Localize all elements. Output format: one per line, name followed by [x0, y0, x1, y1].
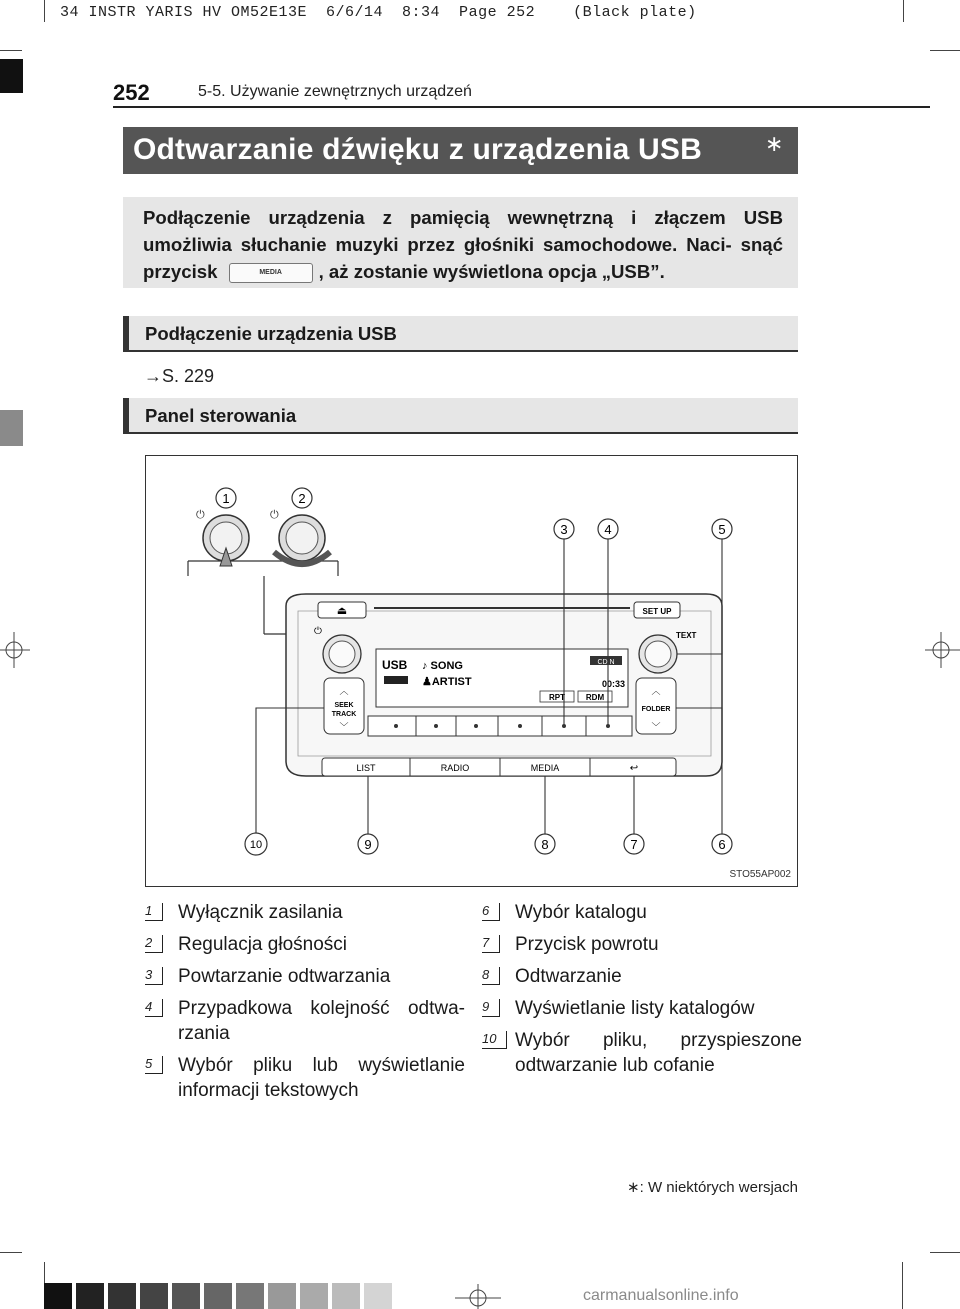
list-item: 6 Wybór katalogu: [482, 902, 647, 923]
callout-1: [216, 488, 236, 508]
page-reference: →S. 229: [144, 366, 215, 386]
section-title: Podłączenie urządzenia USB: [145, 323, 397, 344]
color-calibration-bar: [44, 1283, 392, 1309]
chapter-title: 5-5. Używanie zewnętrznych urządzeń: [198, 83, 472, 100]
page-number: 252: [113, 80, 150, 105]
section-title: Panel sterowania: [145, 405, 297, 426]
rdm-indicator: RDM: [585, 693, 605, 702]
callout-2: [292, 488, 312, 508]
text-label: TEXT: [676, 631, 697, 640]
intro-part1: Podłączenie urządzenia z pamięcią wewnętrzną i złączem USB umożliwia słuchanie muzyki przez głośniki samochodowe. Naci- snąć przycisk: [143, 207, 783, 282]
time-readout: 00:33: [602, 679, 626, 689]
legend-list-right: [482, 900, 802, 1085]
folder-label: FOLDER: [641, 706, 671, 713]
header-rule: [113, 106, 930, 108]
track-label: TRACK: [331, 711, 357, 718]
list-item: 4 Przypadkowa kolejność odtwa- rzania: [145, 998, 465, 1044]
svg-text:﹀: ﹀: [651, 722, 661, 732]
figure-code: STO55AP002: [729, 869, 791, 880]
crop-mark: [0, 50, 22, 51]
page-title: Odtwarzanie dźwięku z urządzenia USB: [133, 133, 702, 166]
svg-text:5: 5: [718, 522, 726, 537]
svg-text:2: 2: [298, 491, 306, 506]
chapter-tab-gray: [0, 410, 23, 446]
display-artist: ♟ARTIST: [422, 676, 472, 688]
callout-7: [624, 834, 644, 854]
svg-text:⏻: ⏻: [196, 509, 205, 521]
display-song: ♪ SONG: [422, 660, 463, 672]
list-item: 9 Wyświetlanie listy katalogów: [482, 998, 755, 1019]
volume-knob-inset: [270, 509, 330, 564]
list-item: 10 Wybór pliku, przyspieszone odtwarzanie lub cofanie: [482, 1030, 802, 1076]
list-button: LIST: [356, 763, 376, 773]
svg-text:8: 8: [541, 837, 549, 852]
callout-3: [554, 519, 574, 539]
eject-icon: ⏏: [336, 605, 348, 617]
control-panel-figure: [145, 455, 798, 887]
svg-text:7: 7: [630, 837, 638, 852]
watermark: carmanualsonline.info: [583, 1287, 739, 1304]
radio-button: RADIO: [440, 763, 470, 773]
title-footnote-star: ∗: [765, 131, 784, 156]
intro-text: [143, 204, 783, 285]
registration-mark-bottom: [455, 1284, 501, 1309]
setup-label: SET UP: [642, 607, 672, 616]
power-knob-inset: [196, 509, 249, 566]
list-item: 1 Wyłącznik zasilania: [145, 902, 343, 923]
svg-text:4: 4: [604, 522, 612, 537]
list-item: 5 Wybór pliku lub wyświetlanie informacji tekstowych: [145, 1055, 465, 1101]
list-item: 8 Odtwarzanie: [482, 966, 622, 987]
callout-10: [245, 833, 267, 855]
cd-badge: CD N: [597, 659, 615, 666]
footnote: ∗: W niektórych wersjach: [627, 1179, 798, 1196]
registration-mark-left: [0, 630, 30, 670]
legend-list-left: [145, 900, 465, 1110]
svg-text:6: 6: [718, 837, 726, 852]
svg-text:1: 1: [222, 491, 230, 506]
list-item: 3 Powtarzanie odtwarzania: [145, 966, 391, 987]
list-item: 7 Przycisk powrotu: [482, 934, 659, 955]
list-item: 2 Regulacja głośności: [145, 934, 347, 955]
callout-4: [598, 519, 618, 539]
seek-label: SEEK: [334, 702, 354, 709]
media-button: MEDIA: [530, 763, 560, 773]
svg-text:﹀: ﹀: [339, 722, 349, 732]
callout-9: [358, 834, 378, 854]
crop-mark: [0, 1252, 22, 1253]
intro-part2: , aż zostanie wyświetlona opcja „USB”.: [318, 261, 665, 282]
svg-text:10: 10: [249, 839, 263, 851]
callout-5: [712, 519, 732, 539]
crop-mark: [930, 50, 960, 51]
plate-slug: 34 INSTR YARIS HV OM52E13E 6/6/14 8:34 Page 252 (Black plate): [60, 4, 697, 21]
back-button: ↩: [629, 763, 639, 774]
section-control-panel: [123, 398, 798, 434]
display-source: USB: [382, 658, 408, 672]
svg-text:⏻: ⏻: [270, 509, 279, 521]
registration-mark-right: [925, 630, 960, 670]
callout-8: [535, 834, 555, 854]
svg-text:︿: ︿: [651, 686, 661, 696]
media-key-icon: MEDIA: [229, 263, 313, 283]
chapter-tab-marker: [0, 59, 23, 93]
crop-mark: [902, 1262, 903, 1309]
crop-mark: [930, 1252, 960, 1253]
svg-text:9: 9: [364, 837, 372, 852]
section-usb-connect: [123, 316, 798, 352]
rpt-indicator: RPT: [549, 693, 565, 702]
callout-6: [712, 834, 732, 854]
svg-text:︿: ︿: [339, 686, 349, 696]
radio-illustration: [146, 456, 797, 886]
svg-text:⏻: ⏻: [314, 626, 322, 637]
svg-text:3: 3: [560, 522, 568, 537]
